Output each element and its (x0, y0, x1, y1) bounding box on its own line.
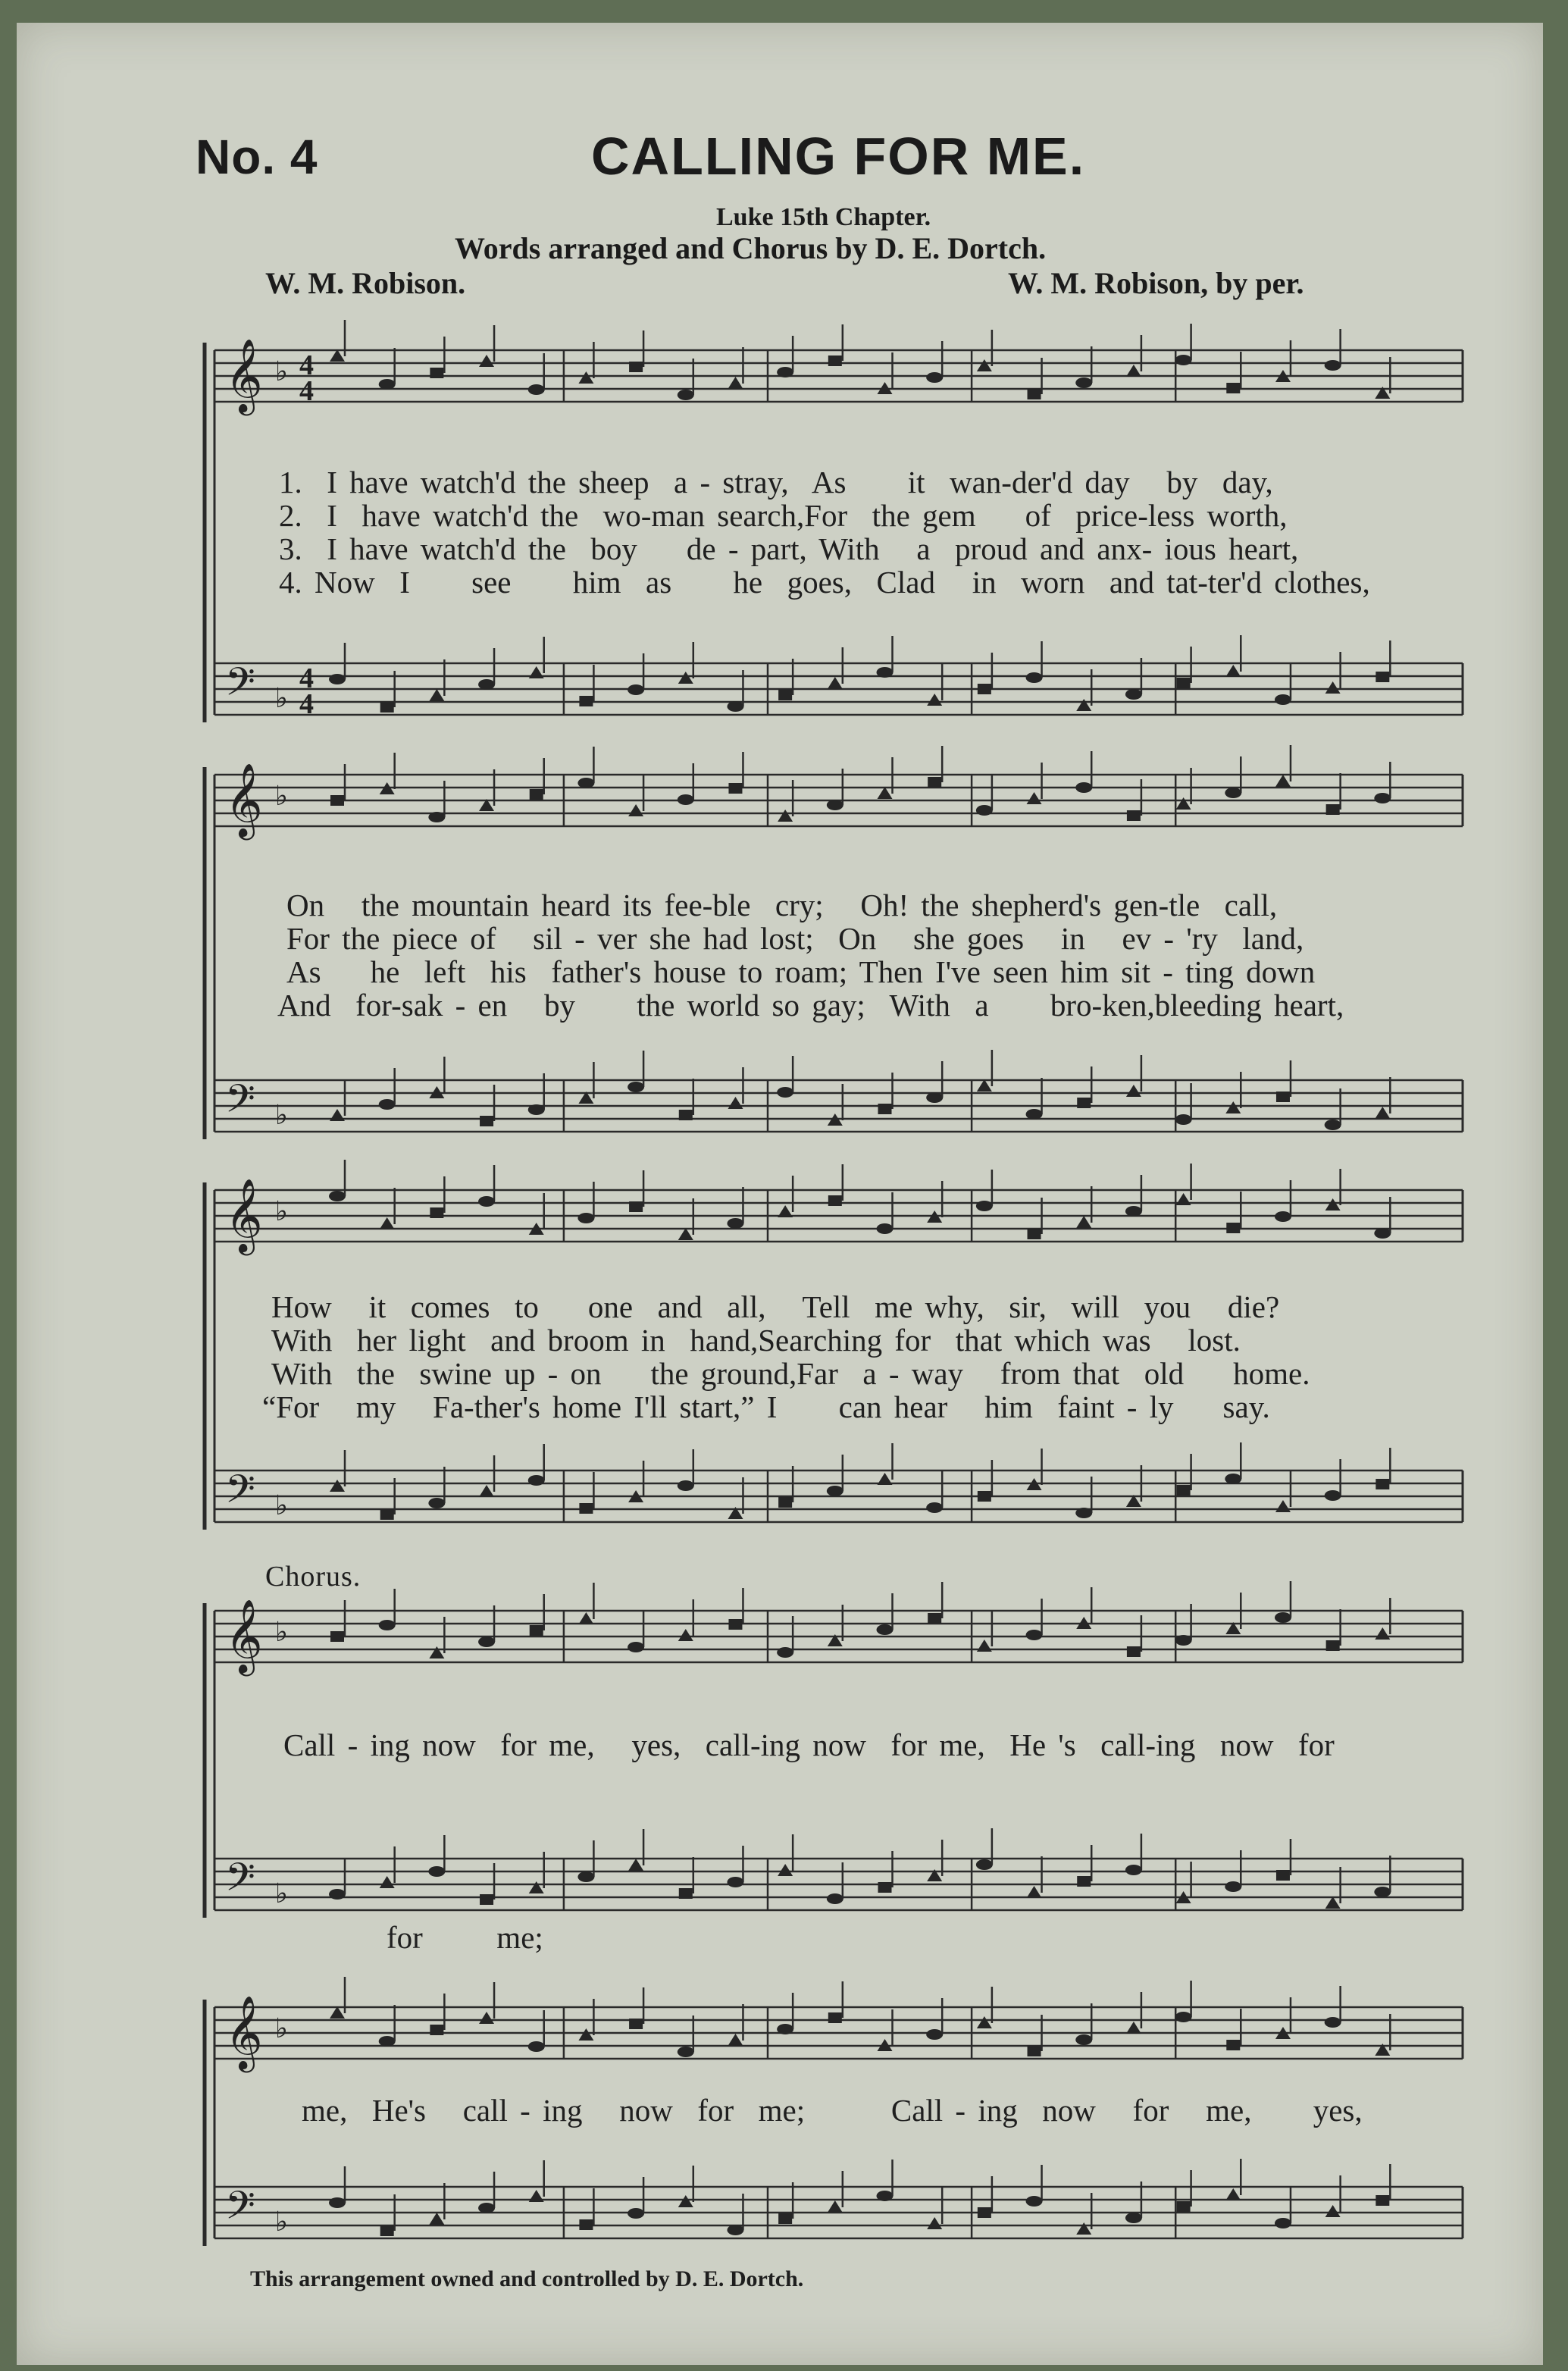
verse-line-3: As he left his father's house to roam; Then I've seen him sit - ting down (286, 954, 1316, 989)
verse-line-4: And for-sak - en by the world so gay; With a bro-ken,bleeding heart, (277, 988, 1344, 1023)
svg-text:♭: ♭ (275, 683, 288, 714)
arrangement-credit: Words arranged and Chorus by D. E. Dortch. (455, 231, 1047, 265)
copyright-footer: This arrangement owned and controlled by D. E. Dortch. (250, 2266, 804, 2291)
verse-line-1: How it comes to one and all, Tell me why, sir, will you die? (271, 1289, 1280, 1324)
verse-line-1: 1. I have watch'd the sheep a - stray, As it wan-der'd day by day, (279, 465, 1273, 500)
verse-line-2: For the piece of sil - ver she had lost; On she goes in ev - 'ry land, (286, 921, 1304, 956)
svg-text:𝄞: 𝄞 (225, 1599, 263, 1673)
scripture-reference: Luke 15th Chapter. (716, 203, 931, 231)
svg-text:𝄢: 𝄢 (225, 2182, 255, 2238)
hymn-title: CALLING FOR ME. (591, 127, 1086, 186)
svg-text:♭: ♭ (275, 1490, 288, 1521)
svg-text:𝄢: 𝄢 (225, 659, 255, 714)
chorus-bass-words: for me; (387, 1920, 543, 1955)
verse-line-1: On the mountain heard its fee-ble cry; Oh! the shepherd's gen-tle call, (286, 888, 1278, 922)
verse-line-2: 2. I have watch'd the wo-man search,For the gem of price-less worth, (279, 498, 1288, 533)
svg-text:♭: ♭ (275, 1878, 288, 1909)
svg-text:♭: ♭ (275, 356, 288, 387)
svg-text:4: 4 (299, 349, 314, 381)
lyricist-credit: W. M. Robison, by per. (1008, 266, 1304, 300)
svg-text:4: 4 (299, 688, 314, 720)
chorus-line-1: Call - ing now for me, yes, call-ing now for me, He 's call-ing now for (283, 1727, 1335, 1762)
svg-text:♭: ♭ (275, 1617, 288, 1648)
verse-line-2: With her light and broom in hand,Searching for that which was lost. (271, 1323, 1241, 1358)
verse-line-4: “For my Fa-ther's home I'll start,” I can hear him faint - ly say. (262, 1389, 1270, 1424)
hymn-number: No. 4 (196, 130, 318, 184)
svg-text:♭: ♭ (275, 2013, 288, 2044)
svg-text:4: 4 (299, 662, 314, 694)
svg-text:𝄞: 𝄞 (225, 763, 263, 837)
svg-text:4: 4 (299, 375, 314, 407)
svg-text:𝄢: 𝄢 (225, 1076, 255, 1131)
svg-text:𝄞: 𝄞 (225, 1995, 263, 2069)
svg-text:♭: ♭ (275, 2207, 288, 2238)
svg-text:𝄞: 𝄞 (225, 338, 263, 412)
verse-line-4: 4. Now I see him as he goes, Clad in worn and tat-ter'd clothes, (279, 565, 1370, 600)
svg-text:𝄞: 𝄞 (225, 1178, 263, 1252)
svg-text:♭: ♭ (275, 1196, 288, 1227)
svg-text:♭: ♭ (275, 781, 288, 812)
svg-text:𝄢: 𝄢 (225, 1466, 255, 1521)
chorus-label: Chorus. (265, 1561, 361, 1593)
verse-line-3: With the swine up - on the ground,Far a - way from that old home. (271, 1356, 1310, 1391)
chorus-line-2: me, He's call - ing now for me; Call - ing now for me, yes, (302, 2093, 1363, 2128)
composer-credit: W. M. Robison. (265, 266, 466, 300)
verse-line-3: 3. I have watch'd the boy de - part, With a proud and anx- ious heart, (279, 531, 1299, 566)
svg-text:♭: ♭ (275, 1100, 288, 1131)
svg-text:𝄢: 𝄢 (225, 1854, 255, 1909)
